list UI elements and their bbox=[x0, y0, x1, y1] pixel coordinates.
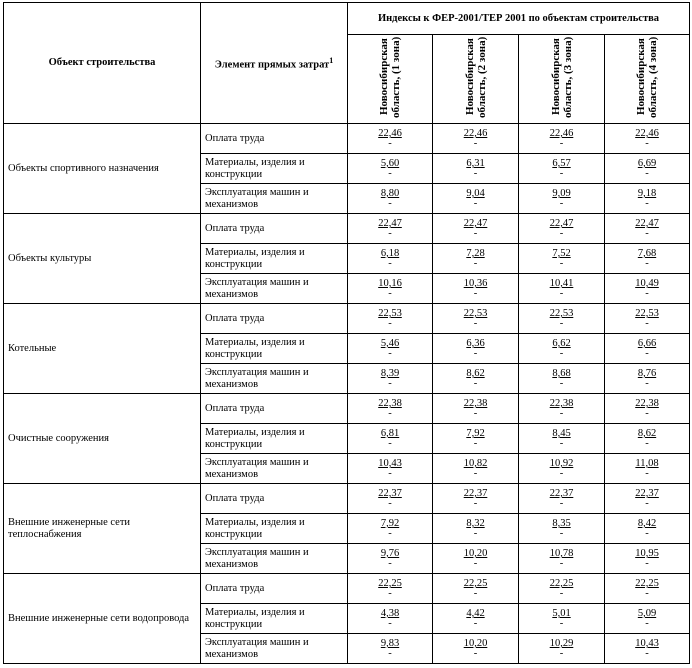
value-cell bbox=[605, 604, 690, 634]
value-cell bbox=[433, 574, 519, 604]
value-cell bbox=[348, 454, 433, 484]
element-cell: Материалы, изделия и конструкции bbox=[201, 244, 348, 274]
value-cell bbox=[605, 634, 690, 664]
value-cell bbox=[519, 574, 605, 604]
value-cell bbox=[348, 304, 433, 334]
index-dash: - bbox=[473, 408, 478, 419]
index-value: 22,46 bbox=[549, 128, 574, 139]
table-row bbox=[4, 124, 690, 154]
element-cell: Материалы, изделия и конструкции bbox=[201, 424, 348, 454]
index-value: 9,18 bbox=[637, 188, 657, 199]
value-cell bbox=[519, 184, 605, 214]
element-cell: Эксплуатация машин и механизмов bbox=[201, 454, 348, 484]
index-value: 10,20 bbox=[463, 638, 488, 649]
value-cell bbox=[605, 454, 690, 484]
index-value: 8,39 bbox=[380, 368, 400, 379]
element-cell: Оплата труда bbox=[201, 574, 348, 604]
value-cell bbox=[605, 154, 690, 184]
index-value: 4,38 bbox=[380, 608, 400, 619]
index-value: 22,46 bbox=[378, 128, 402, 139]
index-dash: - bbox=[645, 228, 649, 239]
value-cell bbox=[519, 364, 605, 394]
value-cell bbox=[348, 394, 433, 424]
value-cell bbox=[348, 544, 433, 574]
index-dash: - bbox=[388, 468, 392, 479]
value-cell bbox=[519, 634, 605, 664]
index-value: 8,76 bbox=[637, 368, 657, 379]
index-dash: - bbox=[559, 438, 564, 449]
index-value: 10,78 bbox=[549, 548, 574, 559]
header-region-1 bbox=[348, 35, 433, 124]
index-dash: - bbox=[473, 168, 478, 179]
index-dash: - bbox=[645, 318, 649, 329]
index-value: 10,41 bbox=[549, 278, 574, 289]
value-cell bbox=[433, 334, 519, 364]
element-cell: Материалы, изделия и конструкции bbox=[201, 154, 348, 184]
index-dash: - bbox=[645, 498, 649, 509]
object-cell: Внешние инженерные сети теплоснабжения bbox=[4, 484, 201, 574]
index-dash: - bbox=[559, 138, 564, 149]
value-cell bbox=[605, 514, 690, 544]
value-cell bbox=[519, 484, 605, 514]
index-dash: - bbox=[645, 528, 649, 539]
index-value: 22,38 bbox=[549, 398, 574, 409]
index-dash: - bbox=[559, 528, 564, 539]
value-cell bbox=[433, 304, 519, 334]
index-value: 5,09 bbox=[637, 608, 657, 619]
value-cell bbox=[433, 484, 519, 514]
index-dash: - bbox=[645, 588, 649, 599]
index-dash: - bbox=[388, 168, 392, 179]
index-table bbox=[3, 2, 690, 664]
index-dash: - bbox=[645, 288, 649, 299]
index-value: 4,42 bbox=[466, 608, 485, 619]
index-dash: - bbox=[388, 288, 392, 299]
object-cell: Объекты спортивного назначения bbox=[4, 124, 201, 214]
value-cell bbox=[433, 274, 519, 304]
index-dash: - bbox=[645, 168, 649, 179]
index-value: 6,57 bbox=[552, 158, 571, 169]
index-dash: - bbox=[645, 438, 649, 449]
index-value: 9,04 bbox=[466, 188, 485, 199]
table-row bbox=[4, 574, 690, 604]
index-dash: - bbox=[559, 618, 564, 629]
index-value: 5,46 bbox=[380, 338, 400, 349]
value-cell bbox=[348, 124, 433, 154]
index-dash: - bbox=[473, 378, 478, 389]
index-value: 22,37 bbox=[635, 488, 659, 499]
index-dash: - bbox=[645, 138, 649, 149]
index-dash: - bbox=[559, 318, 564, 329]
index-dash: - bbox=[645, 468, 649, 479]
index-value: 10,43 bbox=[378, 458, 402, 469]
index-value: 5,60 bbox=[380, 158, 400, 169]
index-dash: - bbox=[388, 558, 392, 569]
value-cell bbox=[348, 244, 433, 274]
value-cell bbox=[433, 214, 519, 244]
value-cell bbox=[433, 634, 519, 664]
value-cell bbox=[519, 514, 605, 544]
index-dash: - bbox=[645, 198, 649, 209]
value-cell bbox=[348, 634, 433, 664]
element-cell: Оплата труда bbox=[201, 394, 348, 424]
index-dash: - bbox=[559, 468, 564, 479]
value-cell bbox=[519, 424, 605, 454]
value-cell bbox=[433, 424, 519, 454]
value-cell bbox=[519, 544, 605, 574]
index-value: 22,37 bbox=[463, 488, 488, 499]
index-value: 10,49 bbox=[635, 278, 659, 289]
element-cell: Оплата труда bbox=[201, 124, 348, 154]
element-cell: Эксплуатация машин и механизмов bbox=[201, 364, 348, 394]
index-value: 7,92 bbox=[466, 428, 485, 439]
index-value: 6,31 bbox=[466, 158, 485, 169]
index-dash: - bbox=[645, 258, 649, 269]
value-cell bbox=[348, 184, 433, 214]
value-cell bbox=[519, 454, 605, 484]
index-dash: - bbox=[559, 408, 564, 419]
index-dash: - bbox=[559, 348, 564, 359]
index-dash: - bbox=[473, 288, 478, 299]
value-cell bbox=[605, 214, 690, 244]
index-value: 22,25 bbox=[378, 578, 402, 589]
index-value: 7,92 bbox=[380, 518, 400, 529]
index-value: 6,18 bbox=[380, 248, 400, 259]
index-value: 10,95 bbox=[635, 548, 659, 559]
index-dash: - bbox=[559, 648, 564, 659]
table-row bbox=[4, 304, 690, 334]
value-cell bbox=[348, 334, 433, 364]
index-value: 22,25 bbox=[463, 578, 488, 589]
value-cell bbox=[605, 244, 690, 274]
value-cell bbox=[605, 304, 690, 334]
header-element-label: Элемент прямых затрат bbox=[214, 59, 330, 71]
index-dash: - bbox=[473, 138, 478, 149]
value-cell bbox=[519, 124, 605, 154]
index-dash: - bbox=[473, 588, 478, 599]
index-dash: - bbox=[388, 528, 392, 539]
index-dash: - bbox=[388, 408, 392, 419]
index-value: 6,81 bbox=[380, 428, 400, 439]
index-dash: - bbox=[645, 648, 649, 659]
index-dash: - bbox=[559, 588, 564, 599]
index-value: 22,47 bbox=[378, 218, 402, 229]
value-cell bbox=[348, 364, 433, 394]
element-cell: Материалы, изделия и конструкции bbox=[201, 604, 348, 634]
value-cell bbox=[433, 154, 519, 184]
index-dash: - bbox=[473, 498, 478, 509]
index-value: 6,36 bbox=[466, 338, 485, 349]
object-cell: Внешние инженерные сети водопровода bbox=[4, 574, 201, 664]
index-dash: - bbox=[388, 588, 392, 599]
element-cell: Эксплуатация машин и механизмов bbox=[201, 544, 348, 574]
index-value: 22,38 bbox=[378, 398, 402, 409]
index-dash: - bbox=[388, 318, 392, 329]
index-value: 22,46 bbox=[463, 128, 488, 139]
index-value: 7,68 bbox=[637, 248, 657, 259]
index-dash: - bbox=[559, 198, 564, 209]
value-cell bbox=[433, 184, 519, 214]
index-value: 22,53 bbox=[635, 308, 659, 319]
index-dash: - bbox=[388, 228, 392, 239]
header-region-4 bbox=[605, 35, 690, 124]
index-dash: - bbox=[388, 618, 392, 629]
index-dash: - bbox=[559, 258, 564, 269]
value-cell bbox=[348, 604, 433, 634]
index-value: 8,32 bbox=[466, 518, 485, 529]
index-dash: - bbox=[559, 228, 564, 239]
index-value: 8,62 bbox=[637, 428, 657, 439]
value-cell bbox=[433, 604, 519, 634]
index-dash: - bbox=[473, 618, 478, 629]
header-region-2 bbox=[433, 35, 519, 124]
element-cell: Оплата труда bbox=[201, 304, 348, 334]
value-cell bbox=[519, 154, 605, 184]
index-value: 8,42 bbox=[637, 518, 657, 529]
table-header bbox=[4, 3, 690, 124]
index-value: 22,38 bbox=[635, 398, 659, 409]
value-cell bbox=[433, 394, 519, 424]
value-cell bbox=[433, 364, 519, 394]
index-dash: - bbox=[645, 378, 649, 389]
table-row bbox=[4, 394, 690, 424]
index-value: 10,20 bbox=[463, 548, 488, 559]
index-value: 22,37 bbox=[549, 488, 574, 499]
index-dash: - bbox=[559, 288, 564, 299]
index-value: 8,45 bbox=[552, 428, 571, 439]
index-dash: - bbox=[388, 258, 392, 269]
index-dash: - bbox=[388, 648, 392, 659]
index-value: 22,47 bbox=[463, 218, 488, 229]
value-cell bbox=[433, 544, 519, 574]
index-value: 22,53 bbox=[549, 308, 574, 319]
index-value: 11,08 bbox=[635, 458, 659, 469]
value-cell bbox=[433, 514, 519, 544]
object-cell: Объекты культуры bbox=[4, 214, 201, 304]
value-cell bbox=[605, 574, 690, 604]
header-element-footnote: 1 bbox=[329, 55, 334, 65]
index-value: 22,25 bbox=[635, 578, 659, 589]
value-cell bbox=[348, 154, 433, 184]
index-value: 10,16 bbox=[378, 278, 402, 289]
index-dash: - bbox=[388, 138, 392, 149]
value-cell bbox=[519, 604, 605, 634]
index-value: 10,29 bbox=[549, 638, 574, 649]
index-dash: - bbox=[473, 348, 478, 359]
index-dash: - bbox=[473, 528, 478, 539]
index-value: 5,01 bbox=[552, 608, 571, 619]
index-value: 6,66 bbox=[637, 338, 657, 349]
index-value: 9,09 bbox=[552, 188, 571, 199]
index-value: 6,69 bbox=[637, 158, 657, 169]
value-cell bbox=[348, 214, 433, 244]
index-dash: - bbox=[473, 228, 478, 239]
index-value: 8,62 bbox=[466, 368, 485, 379]
header-object-label: Объект строительства bbox=[48, 57, 156, 68]
value-cell bbox=[348, 424, 433, 454]
object-cell: Котельные bbox=[4, 304, 201, 394]
header-region-4-label: Новосибирская область, (4 зона) bbox=[635, 36, 659, 118]
index-value: 22,47 bbox=[635, 218, 659, 229]
header-object bbox=[4, 3, 201, 124]
element-cell: Эксплуатация машин и механизмов bbox=[201, 634, 348, 664]
value-cell bbox=[519, 394, 605, 424]
value-cell bbox=[605, 364, 690, 394]
index-value: 22,38 bbox=[463, 398, 488, 409]
value-cell bbox=[519, 244, 605, 274]
value-cell bbox=[605, 394, 690, 424]
index-value: 10,82 bbox=[463, 458, 488, 469]
index-dash: - bbox=[473, 468, 478, 479]
value-cell bbox=[433, 454, 519, 484]
index-dash: - bbox=[473, 198, 478, 209]
index-value: 22,53 bbox=[463, 308, 488, 319]
table-body bbox=[4, 124, 690, 664]
value-cell bbox=[605, 424, 690, 454]
index-value: 22,46 bbox=[635, 128, 659, 139]
value-cell bbox=[519, 274, 605, 304]
index-dash: - bbox=[473, 438, 478, 449]
object-cell: Очистные сооружения bbox=[4, 394, 201, 484]
header-index-label: Индексы к ФЕР-2001/ТЕР 2001 по объектам строительства bbox=[377, 12, 660, 24]
value-cell bbox=[433, 124, 519, 154]
value-cell bbox=[605, 484, 690, 514]
index-dash: - bbox=[645, 618, 649, 629]
value-cell bbox=[519, 304, 605, 334]
index-value: 8,80 bbox=[380, 188, 400, 199]
header-region-3 bbox=[519, 35, 605, 124]
index-dash: - bbox=[388, 438, 392, 449]
value-cell bbox=[348, 514, 433, 544]
table-row bbox=[4, 484, 690, 514]
index-value: 22,37 bbox=[378, 488, 402, 499]
index-dash: - bbox=[559, 378, 564, 389]
index-value: 8,68 bbox=[552, 368, 571, 379]
value-cell bbox=[605, 544, 690, 574]
value-cell bbox=[433, 244, 519, 274]
element-cell: Эксплуатация машин и механизмов bbox=[201, 184, 348, 214]
index-dash: - bbox=[645, 348, 649, 359]
element-cell: Оплата труда bbox=[201, 484, 348, 514]
index-dash: - bbox=[388, 378, 392, 389]
index-dash: - bbox=[388, 498, 392, 509]
header-region-2-label: Новосибирская область, (2 зона) bbox=[463, 36, 488, 118]
index-value: 9,83 bbox=[380, 638, 400, 649]
index-dash: - bbox=[559, 498, 564, 509]
index-value: 6,62 bbox=[552, 338, 571, 349]
value-cell bbox=[519, 334, 605, 364]
value-cell bbox=[605, 334, 690, 364]
index-value: 22,47 bbox=[549, 218, 574, 229]
index-value: 22,25 bbox=[549, 578, 574, 589]
index-value: 10,43 bbox=[635, 638, 659, 649]
index-value: 10,36 bbox=[463, 278, 488, 289]
header-element bbox=[201, 3, 348, 124]
value-cell bbox=[348, 274, 433, 304]
index-dash: - bbox=[645, 408, 649, 419]
index-value: 9,76 bbox=[380, 548, 400, 559]
index-dash: - bbox=[645, 558, 649, 569]
index-dash: - bbox=[473, 318, 478, 329]
element-cell: Материалы, изделия и конструкции bbox=[201, 514, 348, 544]
index-value: 10,92 bbox=[549, 458, 574, 469]
index-dash: - bbox=[559, 168, 564, 179]
index-dash: - bbox=[559, 558, 564, 569]
value-cell bbox=[605, 124, 690, 154]
index-dash: - bbox=[473, 558, 478, 569]
element-cell: Эксплуатация машин и механизмов bbox=[201, 274, 348, 304]
value-cell bbox=[519, 214, 605, 244]
index-value: 22,53 bbox=[378, 308, 402, 319]
value-cell bbox=[348, 574, 433, 604]
index-dash: - bbox=[388, 198, 392, 209]
value-cell bbox=[348, 484, 433, 514]
index-dash: - bbox=[473, 648, 478, 659]
element-cell: Оплата труда bbox=[201, 214, 348, 244]
header-region-3-label: Новосибирская область, (3 зона) bbox=[549, 36, 574, 118]
index-value: 7,52 bbox=[552, 248, 571, 259]
value-cell bbox=[605, 274, 690, 304]
value-cell bbox=[605, 184, 690, 214]
index-value: 7,28 bbox=[466, 248, 485, 259]
header-region-1-label: Новосибирская область, (1 зона) bbox=[378, 36, 402, 118]
index-dash: - bbox=[388, 348, 392, 359]
element-cell: Материалы, изделия и конструкции bbox=[201, 334, 348, 364]
index-dash: - bbox=[473, 258, 478, 269]
index-value: 8,35 bbox=[552, 518, 571, 529]
header-index bbox=[348, 3, 690, 35]
table-row bbox=[4, 214, 690, 244]
